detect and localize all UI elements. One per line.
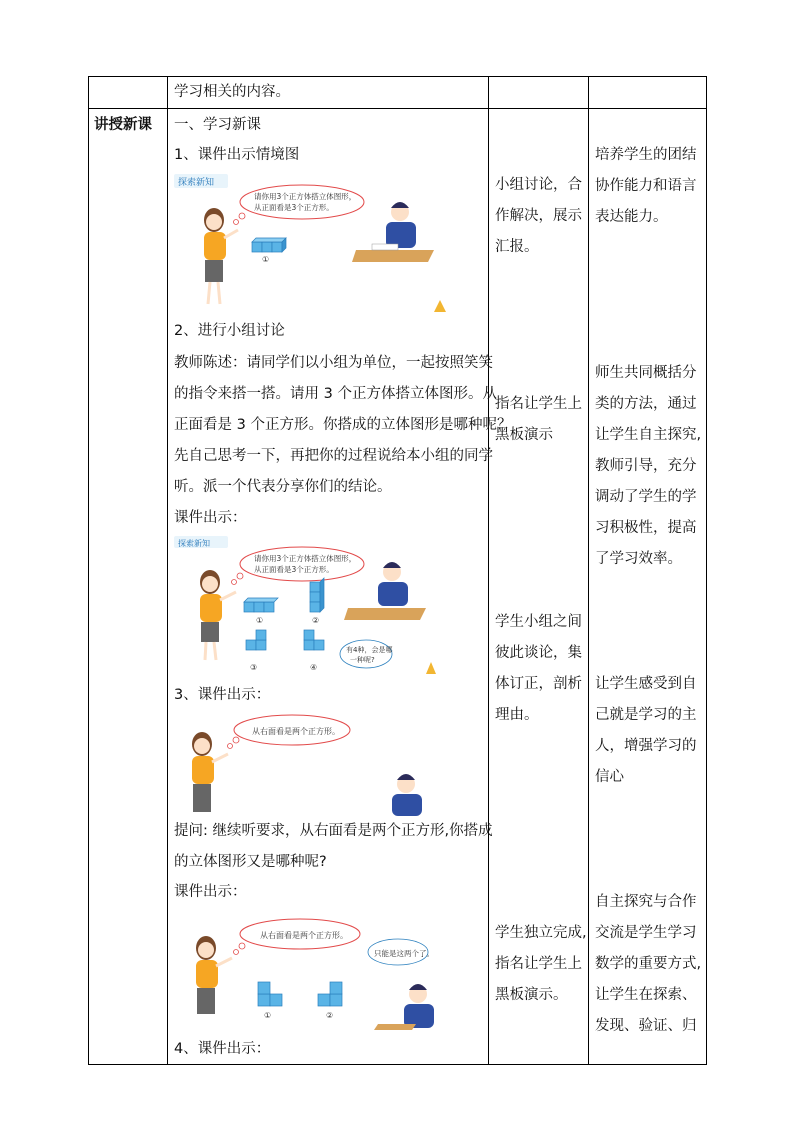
step-1-heading: 1、课件出示情境图 — [174, 147, 300, 163]
cube-shape-1 — [258, 982, 282, 1020]
svg-text:②: ② — [312, 616, 320, 625]
show-label-1: 课件出示： — [174, 510, 247, 526]
step-2-line: 的指令来搭一搭。请用 3 个正方体搭立体图形。从 — [174, 386, 497, 402]
figure-1-scene — [172, 170, 472, 318]
cube-row-1 — [252, 238, 286, 264]
svg-text:一种呢?: 一种呢? — [350, 656, 375, 664]
show-label-2: 课件出示： — [174, 884, 247, 900]
student-activity-b: 指名让学生上 黑板演示 — [495, 396, 582, 443]
svg-text:探索新知: 探索新知 — [178, 539, 210, 548]
svg-text:请你用3个正方体搭立体图形，: 请你用3个正方体搭立体图形， — [254, 554, 357, 563]
thought-bubble — [232, 547, 365, 585]
figure-2-scene — [172, 534, 472, 679]
thought-bubble — [228, 715, 351, 749]
cube-shape-1 — [244, 598, 278, 625]
tag-label — [174, 174, 228, 188]
student-figure — [374, 984, 434, 1030]
cube-shape-3 — [246, 630, 266, 672]
teacher-figure — [200, 570, 236, 660]
figure-3-scene — [172, 712, 472, 816]
table-border-right — [706, 76, 707, 1065]
reply-bubble — [340, 640, 392, 668]
table-col-divider-1 — [167, 76, 168, 1065]
table-col-divider-3 — [588, 76, 589, 1065]
step-2-heading: 2、进行小组讨论 — [174, 323, 285, 339]
teacher-figure — [204, 208, 238, 304]
design-intent-a: 培养学生的团结 协作能力和语言 表达能力。 — [595, 147, 697, 225]
step-3-heading: 3、课件出示： — [174, 687, 271, 703]
step-2-line: 先自己思考一下，再把你的过程说给本小组的同学 — [174, 448, 493, 464]
step-3-body — [174, 816, 493, 878]
design-intent-d: 自主探究与合作 交流是学生学习 数学的重要方式, 让学生在探索、 发现、验证、归 — [595, 894, 702, 1034]
thought-bubble — [234, 919, 361, 955]
step-heading: 一、学习新课 — [174, 117, 261, 133]
svg-text:从正面看是3个正方形。: 从正面看是3个正方形。 — [254, 203, 334, 212]
step-2-line: 教师陈述：请同学们以小组为单位，一起按照笑笑 — [174, 355, 493, 371]
step-2-line: 听。派一个代表分享你们的结论。 — [174, 479, 392, 495]
step-2-line: 正面看是 3 个正方形。你搭成的立体图形是哪种呢？ — [174, 417, 512, 433]
cube-shape-2 — [318, 982, 342, 1020]
student-activity-c: 学生小组之间 彼此谈论，集 体订正，剖析 理由。 — [495, 614, 582, 723]
figure-4-scene — [172, 912, 472, 1030]
student-at-desk — [352, 202, 434, 262]
thought-bubble — [234, 185, 365, 225]
svg-text:请你用3个正方体搭立体图形，: 请你用3个正方体搭立体图形， — [254, 192, 357, 201]
svg-text:只能是这两个了。: 只能是这两个了。 — [374, 949, 434, 958]
student-activity-d: 学生独立完成, 指名让学生上 黑板演示。 — [495, 925, 587, 1003]
corner-marker — [434, 300, 446, 312]
svg-text:探索新知: 探索新知 — [178, 178, 215, 188]
row1-text: 学习相关的内容。 — [174, 84, 290, 100]
svg-text:从正面看是3个正方形。: 从正面看是3个正方形。 — [254, 565, 334, 574]
student-activity-a: 小组讨论，合 作解决，展示 汇报。 — [495, 177, 582, 255]
cube-shape-2 — [310, 578, 324, 625]
svg-text:①: ① — [256, 616, 264, 625]
corner-marker — [426, 662, 436, 674]
teacher-figure — [192, 732, 228, 812]
step-2-body — [174, 348, 511, 503]
table-col-divider-2 — [488, 76, 489, 1065]
svg-text:③: ③ — [250, 663, 258, 672]
svg-text:④: ④ — [310, 663, 318, 672]
svg-text:①: ① — [262, 255, 270, 264]
svg-text:从右面看是两个正方形。: 从右面看是两个正方形。 — [260, 931, 348, 940]
svg-text:②: ② — [326, 1011, 334, 1020]
section-label: 讲授新课 — [94, 117, 152, 133]
design-intent-b: 师生共同概括分 类的方法，通过 让学生自主探究, 教师引导，充分 调动了学生的学 习积极性，提高 了学习效率。 — [595, 365, 702, 567]
step-3-line: 提问: 继续听要求，从右面看是两个正方形,你搭成 — [174, 823, 493, 839]
student-figure — [392, 774, 422, 816]
svg-text:①: ① — [264, 1011, 272, 1020]
step-3-line: 的立体图形又是哪种呢? — [174, 854, 327, 870]
design-intent-c: 让学生感受到自 己就是学习的主 人，增强学习的 信心 — [595, 676, 697, 785]
cube-shape-4 — [304, 630, 324, 672]
step-4-heading: 4、课件出示： — [174, 1041, 271, 1057]
svg-text:有4种，会是哪: 有4种，会是哪 — [346, 646, 393, 654]
svg-text:从右面看是两个正方形。: 从右面看是两个正方形。 — [252, 727, 340, 736]
reply-bubble — [368, 939, 434, 965]
tag-label — [174, 536, 228, 548]
teacher-figure — [196, 936, 232, 1014]
table-border-left — [88, 76, 89, 1065]
table-row-divider — [88, 108, 707, 109]
